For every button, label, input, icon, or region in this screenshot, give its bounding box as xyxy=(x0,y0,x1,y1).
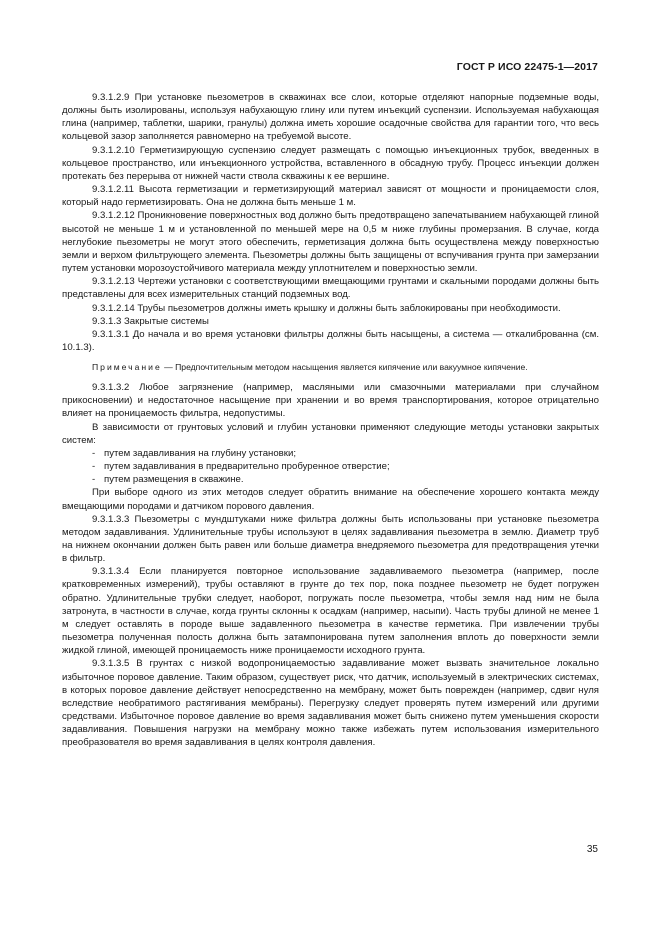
paragraph: 9.3.1.3.5 В грунтах с низкой водопроницаемостью задавливание может вызвать значительное локально избыточное поровое давление. Таким образом, существует риск, что датчик, используемый в электрических системах, в которых поровое давление действует непосредственно на мембрану, может быть поврежден (например, сдвиг нуля вследствие необратимого растягивания мембраны). Перегрузку следует проверять путем измерений или другими средствами. Избыточное поровое давление во время задавливания может быть снижено путем уменьшения скорости задавливания. Повышения нагрузки на мембрану можно также избежать путем использования измерительного преобразователя во время задавливания в целях контроля давления. xyxy=(62,658,599,749)
paragraph: В зависимости от грунтовых условий и глубин установки применяют следующие методы установки закрытых систем: xyxy=(62,421,599,446)
list-item: - путем задавливания на глубину установки; xyxy=(92,447,296,459)
paragraph: 9.3.1.2.11 Высота герметизации и герметизирующий материал зависят от мощности и проницаемости слоя, который надо герметизировать. Она не должна быть меньше 1 м. xyxy=(62,184,599,209)
list-item: - путем размещения в скважине. xyxy=(92,474,244,486)
document-header: ГОСТ Р ИСО 22475-1—2017 xyxy=(456,61,598,73)
paragraph: 9.3.1.2.12 Проникновение поверхностных вод должно быть предотвращено запечатыванием набухающей глиной высотой не меньше 1 м и установленной по меньшей мере на 0,5 м ниже глубины промерзания. В случае, когда неглубокие пьезометры не могут этого обеспечить, герметизация должна быть осуществлена между поверхностью земли и верхом фильтрующего элемента. Пьезометры должны быть защищены от вспучивания грунта при замерзании путем установки морозоустойчивого материала между уплотнителем и поверхностью земли. xyxy=(62,210,599,275)
paragraph: 9.3.1.3.2 Любое загрязнение (например, масляными или смазочными материалами при случайном прикосновении) и недостаточное насыщение при хранении и во время транспортирования, которое отрицательно влияет на проницаемость фильтра, недопустимы. xyxy=(62,382,599,420)
paragraph: 9.3.1.2.13 Чертежи установки с соответствующими вмещающими грунтами и скальными породами должны быть представлены для всех измерительных станций подземных вод. xyxy=(62,276,599,301)
paragraph: 9.3.1.2.10 Герметизирующую суспензию следует размещать с помощью инъекционных трубок, введенных в кольцевое пространство, или инъекционного устройства, вставленного в обсадную трубу. Процесс инъекции должен протекать без перерыва от нижней части ствола скважины к ее вершине. xyxy=(62,144,599,182)
paragraph: 9.3.1.3.4 Если планируется повторное использование задавливаемого пьезометра (например, после кратковременных измерений), трубы оставляют в грунте до тех пор, пока позднее пьезометр не будет погружен обратно. Удлинительные трубки следует, наоборот, погружать после пьезометра, чтобы земля над ним не была затронута, в частности в случае, когда грунты склонны к осадкам (например, насыпи). Часть трубы длиной не менее 1 м следует оставлять в породе выше задавленного пьезометра в качестве герметика. При извлечении трубы пьезометра полученная полость должна быть затампонирована путем заполнения вплоть до поверхности земли жидкой глиной, имеющей проницаемость ниже проницаемости исходного грунта. xyxy=(62,566,599,657)
method-list xyxy=(62,447,599,486)
paragraph: 9.3.1.2.9 При установке пьезометров в скважинах все слои, которые отделяют напорные подземные воды, должны быть изолированы, используя набухающую глину или путем инъекций суспензии. Используемая набухающая глина (например, таблетки, шарики, гранулы) должна иметь хорошие осадочные свойства для гарантии того, что весь кольцевой зазор заполняется равномерно на требуемой высоте. xyxy=(62,92,599,143)
note-text: — Предпочтительным методом насыщения является кипячение или вакуумное кипячение. xyxy=(161,362,528,373)
page-number: 35 xyxy=(586,844,598,855)
paragraph: 9.3.1.3.1 До начала и во время установки фильтры должны быть насыщены, а система — откалиброванна (см. 10.1.3). xyxy=(62,328,599,353)
document-body xyxy=(62,91,599,750)
list-item: - путем задавливания в предварительно пробуренное отверстие; xyxy=(92,461,390,473)
paragraph: 9.3.1.2.14 Трубы пьезометров должны иметь крышку и должны быть заблокированы при необходимости. xyxy=(92,302,561,314)
paragraph: 9.3.1.3.3 Пьезометры с мундштуками ниже фильтра должны быть использованы при установке пьезометра методом задавливания. Удлинительные трубы используют в целях задавливания пьезометра в землю. Диаметр труб на нижнем окончании должен быть равен или больше диаметра внедряемого пьезометра для предотвращения утечки в фильтр. xyxy=(62,513,599,565)
paragraph: При выборе одного из этих методов следует обратить внимание на обеспечение хорошего контакта между вмещающими породами и датчиком порового давления. xyxy=(62,487,599,512)
note xyxy=(62,362,599,373)
note-label: Примечание xyxy=(92,362,162,373)
section-heading: 9.3.1.3 Закрытые системы xyxy=(92,315,209,327)
